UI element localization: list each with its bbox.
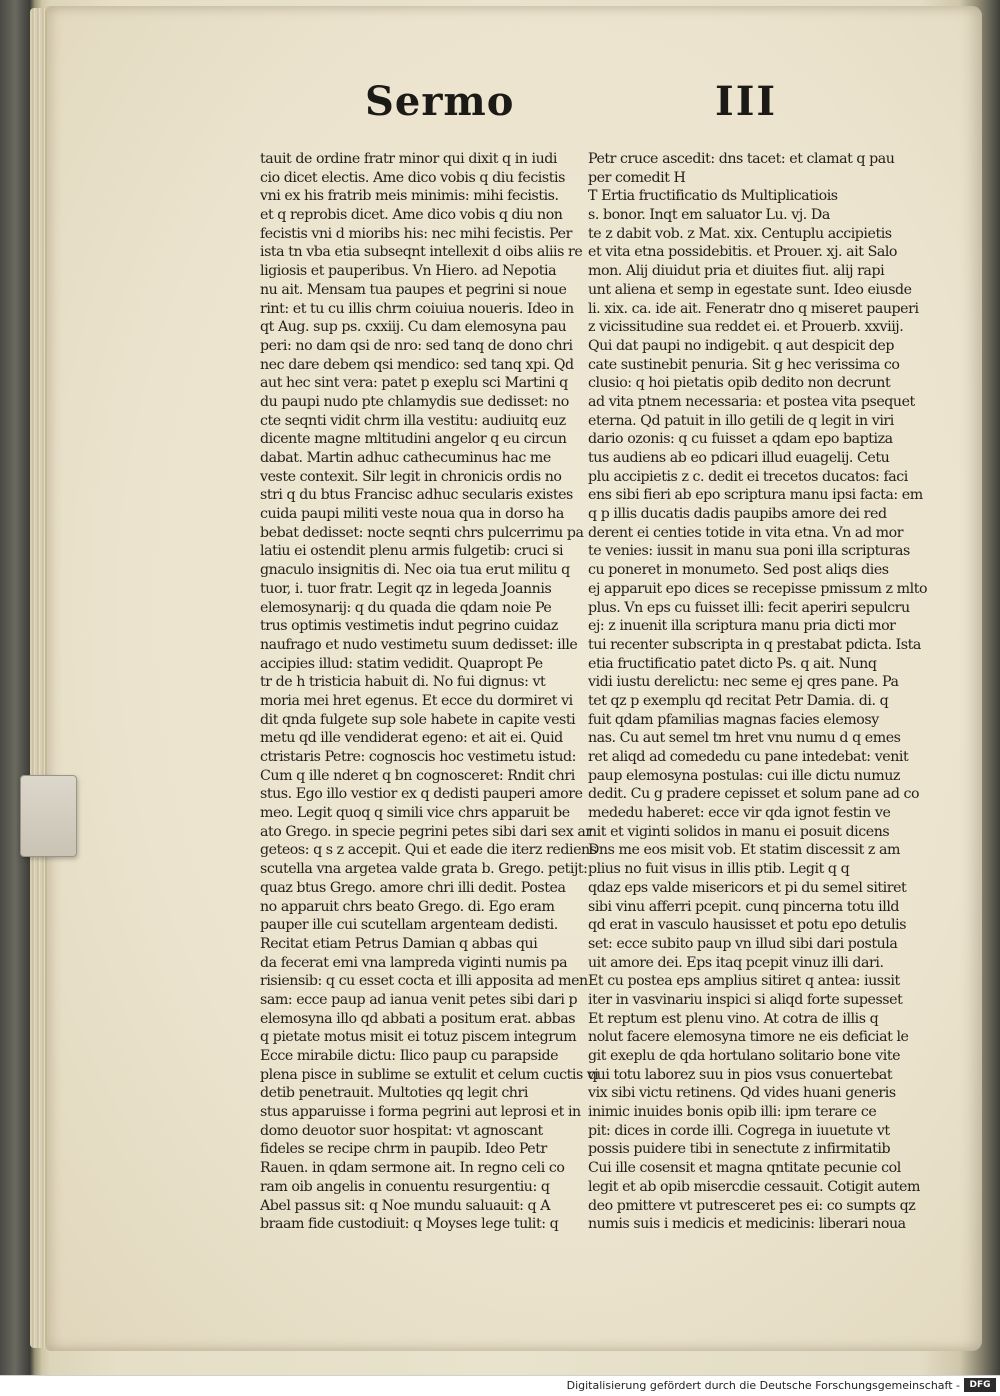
text-line: q p illis ducatis dadis paupibs amore dei red (588, 506, 887, 523)
text-line: ligiosis et pauperibus. Vn Hiero. ad Nepotia (260, 263, 557, 280)
text-line: nit et viginti solidos in manu ei posuit dicens (588, 823, 890, 840)
text-line: ad vita ptnem necessaria: et postea vita psequet (588, 393, 915, 410)
text-line: Ecce mirabile dictu: Ilico paup cu parapside (260, 1048, 559, 1064)
right-text-column (588, 150, 928, 1233)
text-line: ato Grego. in specie pegrini petes sibi dari sex ar (260, 823, 592, 840)
text-line: pauper ille cui scutellam argenteam dedisti. (260, 917, 558, 934)
text-line: te venies: iussit in manu sua poni illa scripturas (588, 543, 910, 560)
text-line: stus apparuisse i forma pegrini aut leprosi et in (260, 1104, 581, 1121)
text-line: elemosynarij: q du quada die qdam noie Pe (260, 599, 552, 616)
text-line: plus. Vn eps cu fuisset illi: fecit aperiri sepulcru (588, 599, 910, 616)
text-line: clusio: q hoi pietatis opib dedito non decrunt (588, 375, 891, 392)
text-line: gnaculo insignitis di. Nec oia tua erut militu q (260, 562, 570, 579)
text-line: quaz btus Grego. amore chri illi dedit. Postea (260, 879, 566, 896)
text-line: et vita etna possidebitis. et Prouer. xj. ait Salo (588, 244, 898, 261)
text-line: bebat dedisset: nocte seqnti chrs pulcerrimu pa (260, 524, 584, 541)
text-line: tus audiens ab eo pdicari illud euagelij. Cetu (588, 450, 890, 466)
footer-bar (0, 1375, 1000, 1396)
text-line: veste contexit. Silr legit in chronicis ordis no (260, 468, 562, 485)
text-line: stus. Ego illo vestior ex q dedisti pauperi amore (260, 786, 583, 803)
left-text-column (260, 150, 599, 1233)
text-line: T Ertia fructificatio ds Multiplicatiois (588, 188, 838, 205)
text-line: derent ei centies totide in vita etna. Vn ad mor (588, 524, 904, 541)
text-line: vni ex his fratrib meis minimis: mihi fecistis. (260, 188, 559, 205)
text-line: unt aliena et semp in egestate sunt. Ideo eiusde (588, 281, 912, 298)
text-line: pit: dices in corde illi. Cogrega in iuuetute vt (588, 1122, 890, 1139)
text-line: cio dicet electis. Ame dico vobis q diu fecistis (260, 169, 565, 186)
text-line: sibi vinu afferri pcepit. cunq pincerna totu illd (588, 898, 900, 915)
text-line: te z dabit vob. z Mat. xix. Centuplu accipietis (588, 225, 892, 242)
text-line: s. bonor. Inqt em saluator Lu. vj. Da (588, 207, 830, 224)
text-line: naufrago et nudo vestimetu suum dedisset: ille (260, 636, 578, 653)
text-line: Petr cruce ascedit: dns tacet: et clamat q pau (588, 151, 895, 167)
text-line: li. xix. ca. ide ait. Feneratr dno q miseret pauperi (588, 300, 919, 317)
text-line: qui totu laborez suu in pios vsus conuertebat (588, 1066, 893, 1083)
text-line: ram oib angelis in conuentu resurgentiu: q (260, 1178, 550, 1195)
text-line: domo deuotor suor hospitat: vt agnoscant (260, 1122, 543, 1139)
text-line: ctristaris Petre: cognoscis hoc vestimetu istud: (260, 749, 576, 765)
text-line: fecistis vni d mioribs his: nec mihi fecistis. Per (260, 225, 572, 242)
text-line: plius no fuit visus in illis ptib. Legit q q (588, 861, 850, 878)
text-line: risiensib: q cu esset cocta et illi apposita ad men (260, 973, 588, 990)
text-line: uit amore dei. Eps itaq pcepit vinuz illi dari. (588, 954, 884, 971)
text-line: set: ecce subito paup vn illud sibi dari postula (588, 935, 898, 952)
text-line: rint: et tu cu illis chrm coiuiua noueris. Ideo in (260, 300, 574, 317)
text-line: mon. Alij diuidut pria et diuites fiut. alij rapi (588, 263, 885, 280)
text-line: stri q du btus Francisc adhuc secularis existes (260, 487, 573, 504)
text-line: fuit qdam pfamilias magnas facies elemosy (588, 711, 879, 728)
text-line: inimic inuides bonis opib illi: ipm terare ce (588, 1104, 877, 1121)
text-line: ista tn vba etia subseqnt intellexit d oibs aliis re (260, 244, 583, 261)
text-line: meo. Legit quoq q simili vice chrs apparuit be (260, 805, 570, 822)
text-line: vidi iustu derelictu: nec seme ej qres pane. Pa (588, 674, 899, 691)
text-line: scutella vna argetea valde grata b. Grego. petijt: (260, 861, 588, 878)
text-line: latiu ei ostendit plenu armis fulgetib: cruci si (260, 543, 564, 560)
text-line: qdaz eps valde misericors et pi du semel sitiret (588, 879, 907, 896)
dfg-logo: DFG (964, 1378, 996, 1392)
text-line: qt Aug. sup ps. cxxiij. Cu dam elemosyna pau (260, 319, 567, 336)
text-line: Recitat etiam Petrus Damian q abbas qui (260, 935, 538, 952)
text-line: ret aliqd ad comededu cu pane intedebat: venit (588, 749, 909, 765)
text-line: tui recenter subscripta in q prestabat pdicta. Ista (588, 636, 921, 653)
text-line: cte seqnti vidit chrm illa vestitu: audiuitq euz (260, 412, 566, 429)
text-line: Dns me eos misit vob. Et statim discessit z am (588, 842, 901, 859)
text-line: da fecerat emi vna lampreda viginti numis pa (260, 954, 568, 971)
text-line: tauit de ordine fratr minor qui dixit q in iudi (260, 151, 558, 167)
text-line: vix sibi victu retinens. Qd vides huani generis (588, 1085, 896, 1102)
text-line: du paupi nudo pte chlamydis sue dedisset: no (260, 393, 569, 410)
text-line: paup elemosyna postulas: cui ille dictu numuz (588, 767, 900, 784)
text-line: git exeplu de qda hortulano solitario bone vite (588, 1048, 901, 1064)
running-head-title: Sermo (365, 78, 515, 125)
text-line: tet qz p exemplu qd recitat Petr Damia. di. q (588, 692, 889, 709)
text-line: numis suis i medicis et medicinis: liberari noua (588, 1216, 906, 1233)
text-line: cu poneret in monumeto. Sed post aliqs dies (588, 562, 889, 579)
text-line: sam: ecce paup ad ianua venit petes sibi dari p (260, 991, 578, 1008)
text-line: q pietate motus misit ei totuz piscem integrum (260, 1029, 577, 1046)
text-line: dario ozonis: q cu fuisset a qdam epo baptiza (588, 431, 893, 448)
text-line: dedit. Cu g pradere cepisset et solum pane ad co (588, 786, 920, 803)
text-line: peri: no dam qsi de nro: sed tanq de dono chri (260, 337, 573, 354)
text-line: etia fructificatio patet dicto Ps. q ait. Nunq (588, 655, 877, 672)
text-line: trus optimis vestimetis indut pegrino cuidaz (260, 618, 558, 635)
text-line: accipies illud: statim vedidit. Quapropt Pe (260, 655, 543, 672)
text-line: metu qd ille vendiderat egeno: et ait ei. Quid (260, 730, 563, 747)
text-line: legit et ab opib misercdie cessauit. Cotigit autem (588, 1178, 920, 1195)
text-line: fideles se recipe chrm in paupib. Ideo Petr (260, 1141, 547, 1158)
text-line: nec dare debem qsi mendico: sed tanq xpi. Qd (260, 356, 574, 373)
text-line: cate sustinebit penuria. Sit g hec verissima co (588, 356, 900, 373)
text-line: dicente magne mltitudini angelor q eu circun (260, 431, 567, 448)
text-line: Rauen. in qdam sermone ait. In regno celi co (260, 1160, 565, 1177)
text-line: Qui dat paupi no indigebit. q aut despicit dep (588, 337, 895, 354)
text-line: detib penetrauit. Multoties qq legit chri (260, 1085, 528, 1102)
text-line: Cum q ille nderet q bn cognosceret: Rndit chri (260, 767, 575, 784)
text-line: no apparuit chrs beato Grego. di. Ego eram (260, 898, 555, 915)
text-line: aut hec sint vera: patet p exeplu sci Martini q (260, 375, 568, 392)
folio-number: III (715, 78, 778, 125)
text-line: nas. Cu aut semel tm hret vnu numu d q emes (588, 730, 901, 747)
text-line: Abel passus sit: q Noe mundu saluauit: q A (260, 1197, 550, 1214)
text-line: braam fide custodiuit: q Moyses lege tulit: q (260, 1216, 559, 1233)
text-line: mededu haberet: ecce vir qda ignot festin ve (588, 805, 891, 822)
text-line: Et cu postea eps amplius sitiret q antea: iussit (588, 973, 900, 990)
text-line: plu accipietis z c. dedit ei trecetos ducatos: faci (588, 468, 908, 485)
text-line: ej: z inuenit illa scriptura manu pria dicti mor (588, 618, 896, 635)
text-line: plena pisce in sublime se extulit et celum cuctis vi (260, 1066, 599, 1083)
text-line: moria mei hret egenus. Et ecce du dormiret vi (260, 692, 573, 709)
page-clip (20, 775, 77, 857)
text-line: qd erat in vasculo hausisset et potu epo detulis (588, 917, 907, 934)
text-line: geteos: q s z accepit. Qui et eade die iterz rediens (260, 842, 597, 859)
text-line: ej apparuit epo dices se recepisse pmissum z mlto (588, 580, 928, 597)
text-line: z vicissitudine sua reddet ei. et Prouerb. xxviij. (588, 319, 904, 336)
footer-credit: Digitalisierung gefördert durch die Deutsche Forschungsgemeinschaft - (566, 1379, 960, 1392)
text-line: nolut facere elemosyna timore ne eis deficiat le (588, 1029, 909, 1046)
text-line: possis puidere tibi in senectute z infirmitatib (588, 1141, 891, 1158)
text-line: per comedit H (588, 169, 686, 186)
text-line: tuor, i. tuor fratr. Legit qz in legeda Joannis (260, 580, 552, 597)
text-line: et q reprobis dicet. Ame dico vobis q diu non (260, 207, 563, 224)
text-line: nu ait. Mensam tua paupes et pegrini si noue (260, 281, 567, 298)
text-line: dit qnda fulgete sup sole habete in capite vesti (260, 711, 576, 728)
text-line: iter in vasvinariu inspici si aliqd forte supesset (588, 991, 903, 1008)
text-line: eterna. Qd patuit in illo getili de q legit in viri (588, 412, 894, 429)
text-line: deo pmittere vt putresceret pes ei: co sumpts qz (588, 1197, 916, 1214)
text-line: dabat. Martin adhuc cathecuminus hac me (260, 450, 551, 466)
text-line: Et reptum est plenu vino. At cotra de illis q (588, 1010, 879, 1027)
text-line: tr de h tristicia habuit di. No fui dignus: vt (260, 674, 546, 691)
text-line: elemosyna illo qd abbati a positum erat. abbas (260, 1010, 576, 1027)
text-line: Cui ille cosensit et magna qntitate pecunie col (588, 1160, 901, 1177)
text-line: ens sibi fieri ab epo scriptura manu ipsi facta: em (588, 487, 923, 504)
text-line: cuida paupi militi veste noua qua in dorso ha (260, 506, 564, 523)
